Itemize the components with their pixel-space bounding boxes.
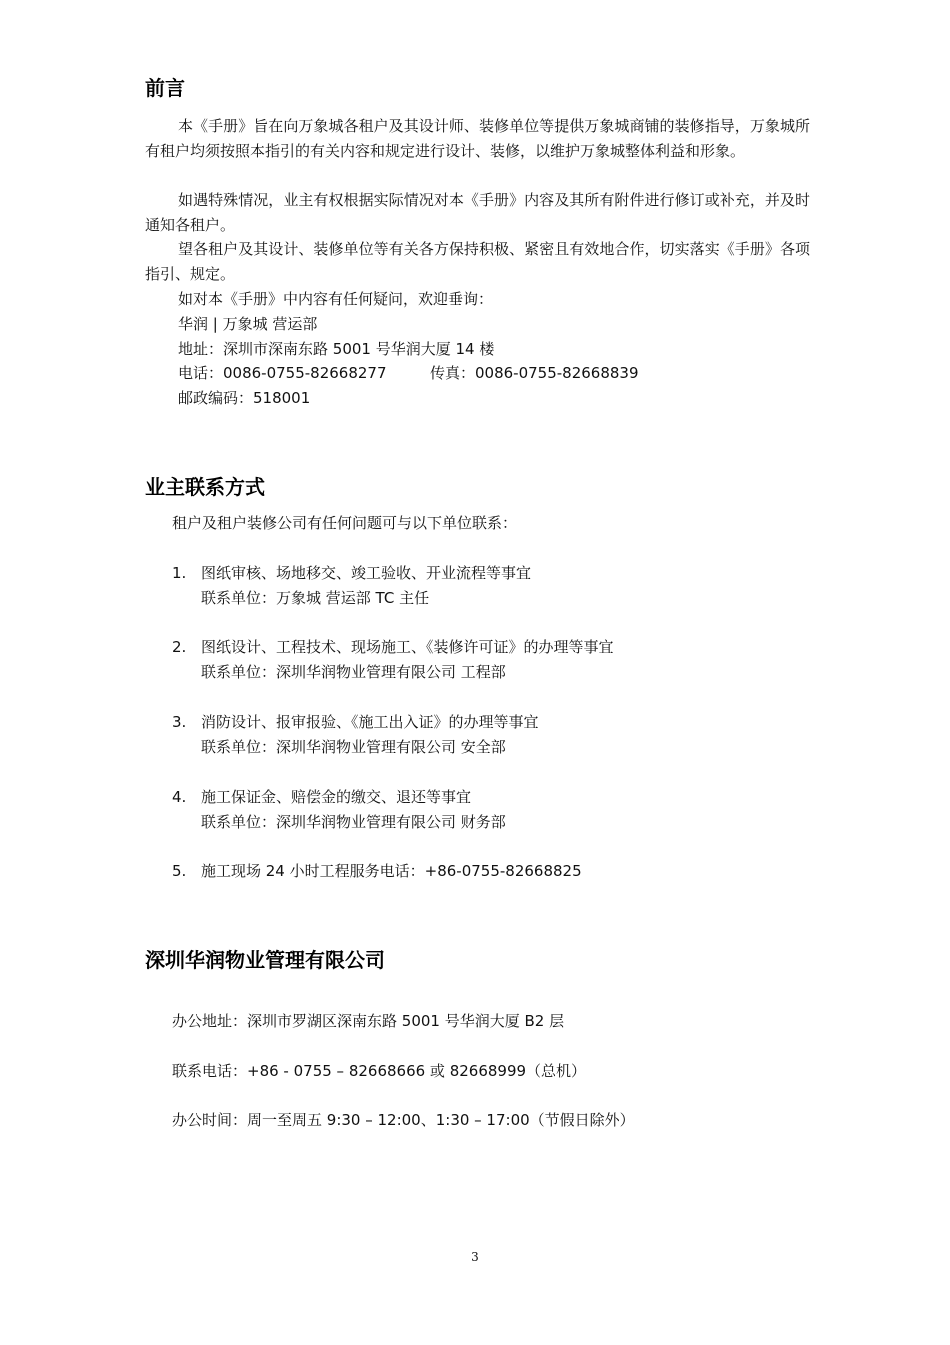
contact-item-3-title: 消防设计、报审报验、《施工出入证》的办理等事宜 <box>201 713 539 731</box>
contact-item-5-title: 施工现场 24 小时工程服务电话：+86-0755-82668825 <box>201 862 582 880</box>
contact-item-1-title: 图纸审核、场地移交、竣工验收、开业流程等事宜 <box>201 564 532 582</box>
preface-contact-intro: 如对本《手册》中内容有任何疑问，欢迎垂询： <box>178 290 494 308</box>
contact-item-2-number: 2. <box>172 638 187 656</box>
preface-paragraph-3: 望各租户及其设计、装修单位等有关各方保持积极、紧密且有效地合作，切实落实《手册》各项指引、规定。 <box>145 240 810 283</box>
contact-item-4-title: 施工保证金、赔偿金的缴交、退还等事宜 <box>201 788 472 806</box>
contact-item-2-title: 图纸设计、工程技术、现场施工、《装修许可证》的办理等事宜 <box>201 638 614 656</box>
contact-item-5-number: 5. <box>172 862 187 880</box>
company-heading: 深圳华润物业管理有限公司 <box>145 948 385 972</box>
contact-item-2-unit: 联系单位：深圳华润物业管理有限公司 工程部 <box>201 663 506 681</box>
preface-paragraph-2: 如遇特殊情况，业主有权根据实际情况对本《手册》内容及其所有附件进行修订或补充，并及时通知各租户。 <box>145 191 810 234</box>
contact-item-1-number: 1. <box>172 564 187 582</box>
contact-item-1-unit: 联系单位：万象城 营运部 TC 主任 <box>201 589 430 607</box>
company-address: 办公地址：深圳市罗湖区深南东路 5001 号华润大厦 B2 层 <box>172 1012 565 1030</box>
preface-phone: 电话：0086-0755-82668277 <box>178 364 387 382</box>
company-phone: 联系电话：+86 - 0755 – 82668666 或 82668999（总机） <box>172 1062 587 1080</box>
page-number: 3 <box>471 1250 479 1264</box>
preface-heading: 前言 <box>145 76 185 100</box>
company-hours: 办公时间：周一至周五 9:30 – 12:00、1:30 – 17:00（节假日除外） <box>172 1111 635 1129</box>
preface-org: 华润 | 万象城 营运部 <box>178 315 318 333</box>
owner-contact-heading: 业主联系方式 <box>145 475 265 499</box>
contact-item-3-number: 3. <box>172 713 187 731</box>
contact-item-4-unit: 联系单位：深圳华润物业管理有限公司 财务部 <box>201 813 506 831</box>
contact-item-3-unit: 联系单位：深圳华润物业管理有限公司 安全部 <box>201 738 506 756</box>
preface-postcode: 邮政编码：518001 <box>178 389 311 407</box>
preface-paragraph-1: 本《手册》旨在向万象城各租户及其设计师、装修单位等提供万象城商铺的装修指导，万象城所有租户均须按照本指引的有关内容和规定进行设计、装修，以维护万象城整体利益和形象。 <box>145 117 810 160</box>
preface-address: 地址：深圳市深南东路 5001 号华润大厦 14 楼 <box>178 340 495 358</box>
owner-contact-intro: 租户及租户装修公司有任何问题可与以下单位联系： <box>172 514 518 532</box>
preface-fax: 传真：0086-0755-82668839 <box>430 364 639 382</box>
contact-item-4-number: 4. <box>172 788 187 806</box>
